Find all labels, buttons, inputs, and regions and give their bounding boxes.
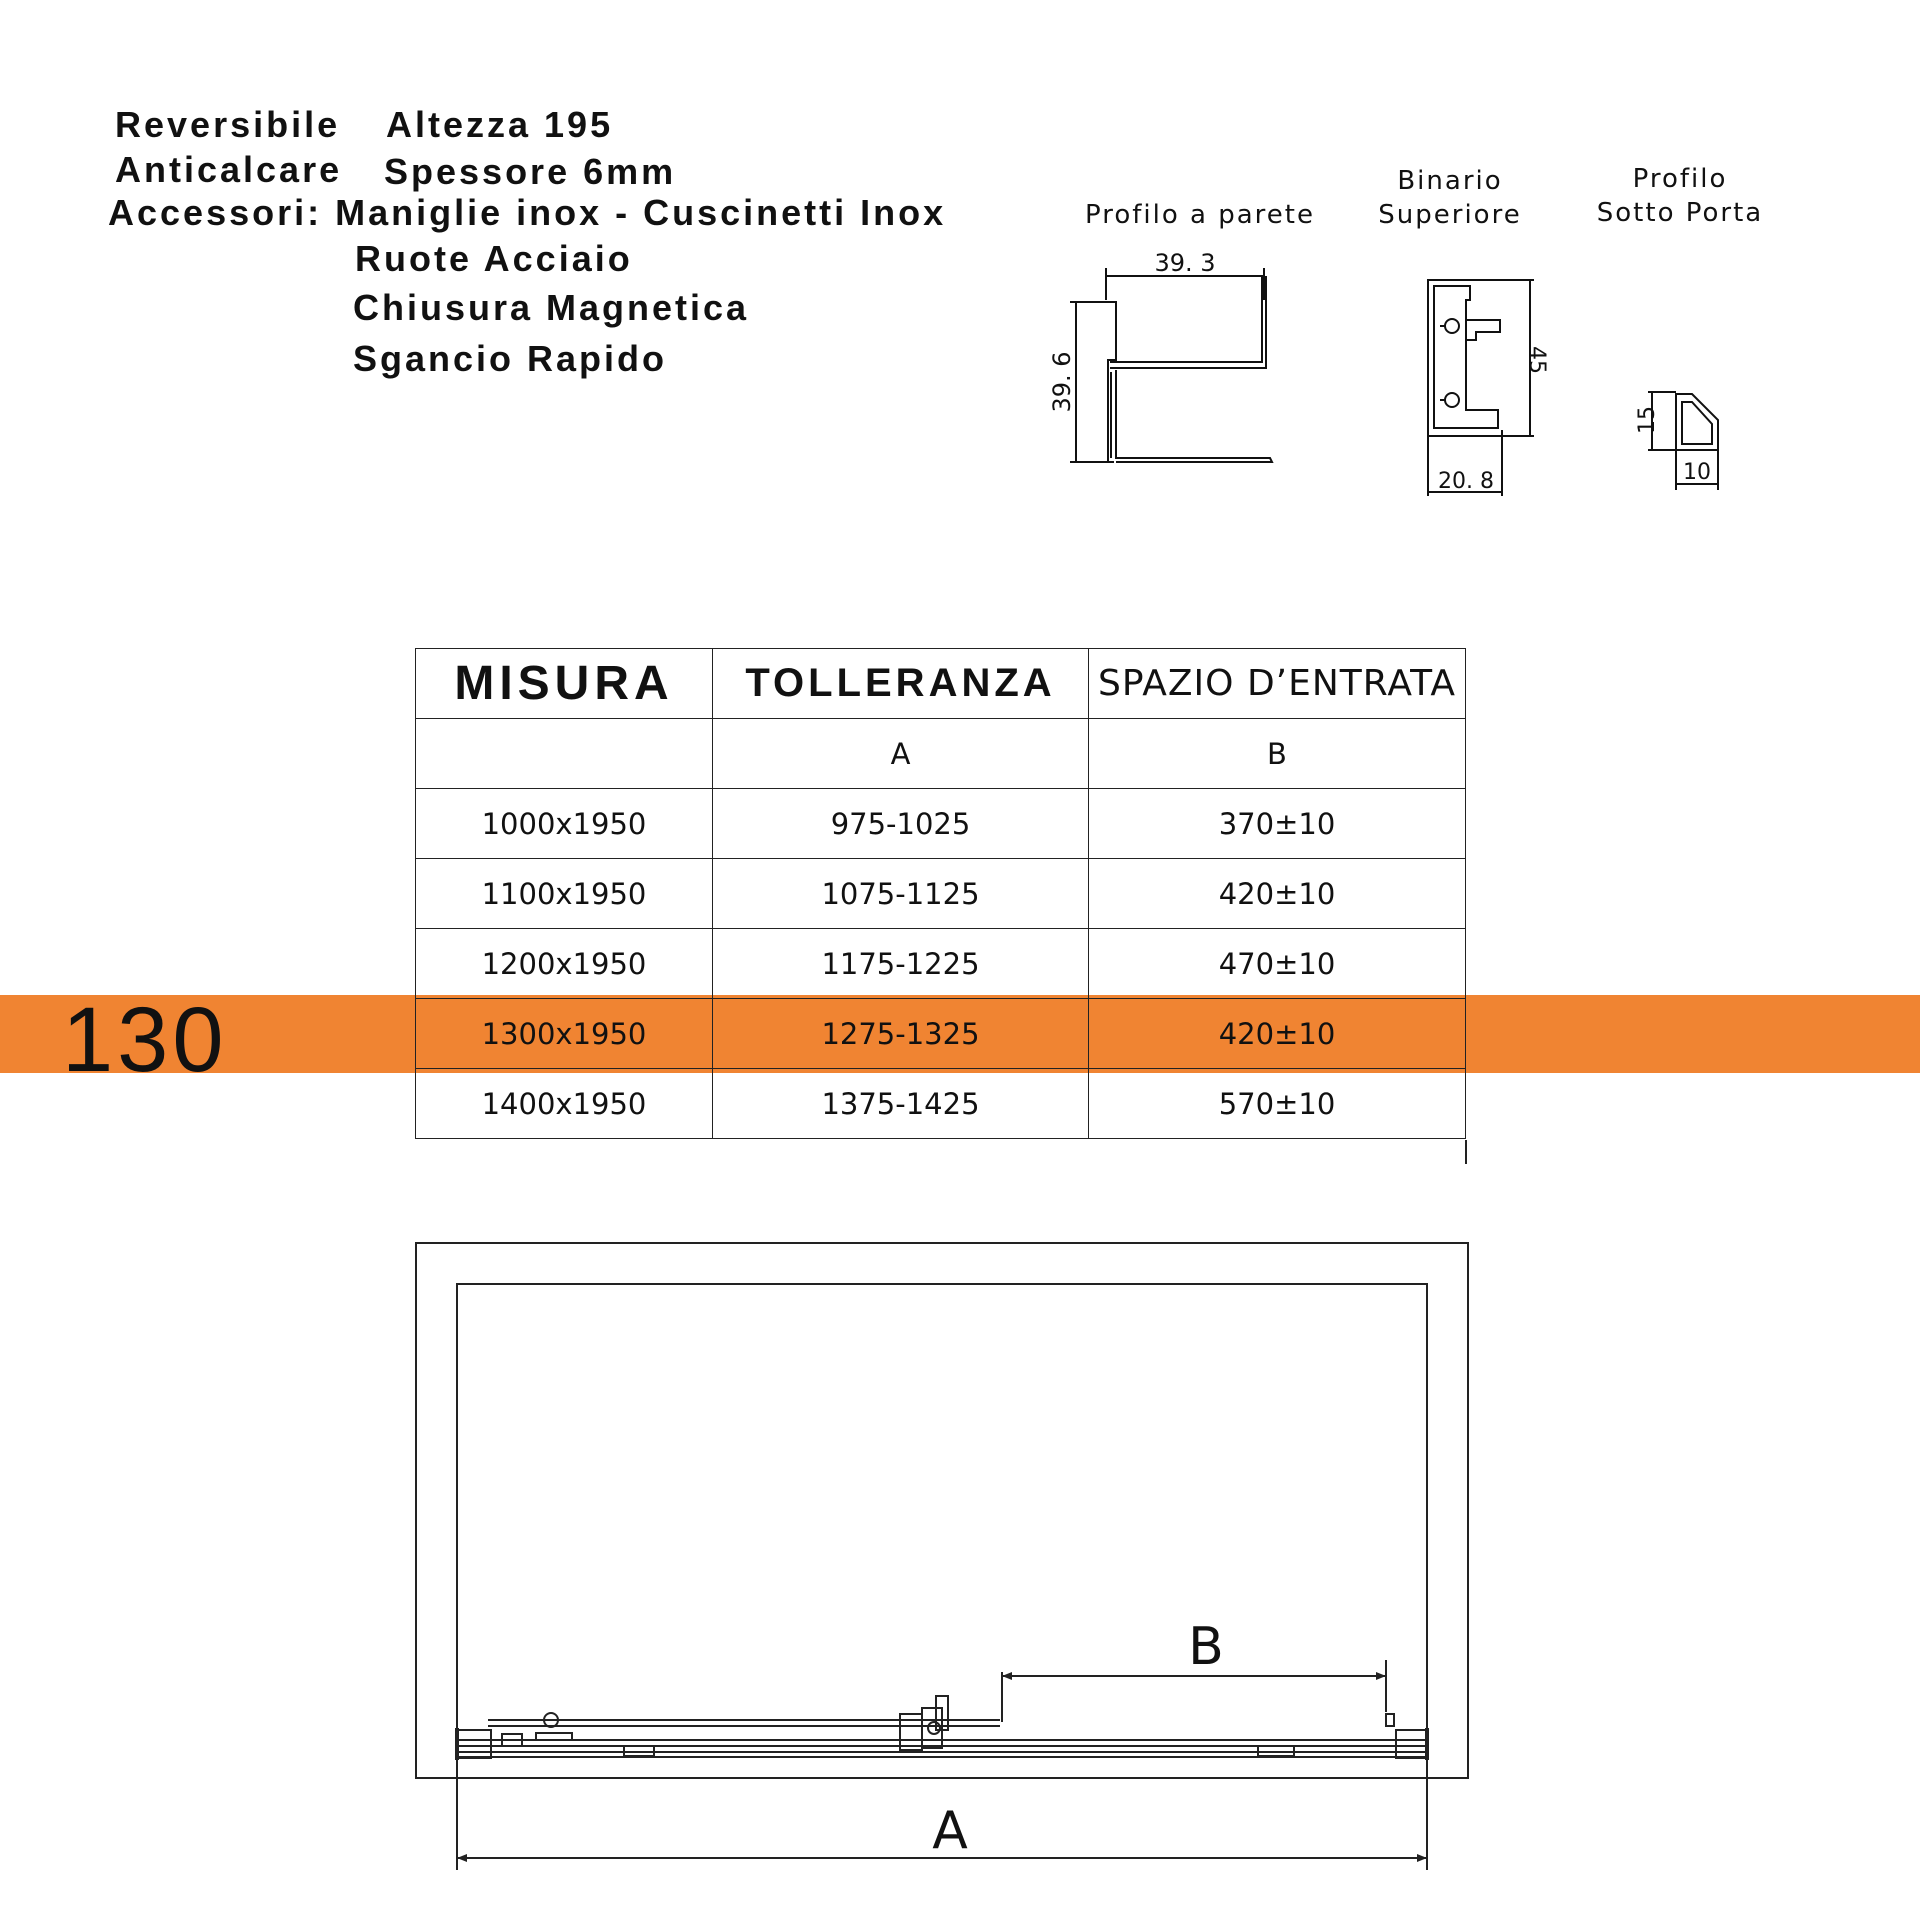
- plan-label-a: A: [932, 1801, 968, 1861]
- table-row: [416, 1069, 1466, 1139]
- profile-parete-label: Profilo a parete: [1085, 200, 1315, 230]
- feature-ruote: Ruote Acciaio: [355, 238, 633, 279]
- table-row: [416, 859, 1466, 929]
- feature-anticalcare: Anticalcare: [115, 149, 343, 190]
- feature-sgancio: Sgancio Rapido: [353, 338, 668, 379]
- profile-sotto-line2: Sotto Porta: [1596, 198, 1764, 228]
- table-cell: 1175-1225: [713, 929, 1089, 999]
- table-cell: 370±10: [1089, 789, 1466, 859]
- table-cell: 1100x1950: [416, 859, 713, 929]
- profile-sotto-line1: Profilo: [1632, 164, 1728, 194]
- profile-binario-line2: Superiore: [1378, 200, 1522, 230]
- size-table: [415, 648, 1466, 1139]
- plan-inner-frame: [457, 1284, 1427, 1757]
- profile-drawings: [0, 0, 1920, 520]
- table-cell: 420±10: [1089, 859, 1466, 929]
- binario-width-dim: 20. 8: [1438, 469, 1494, 494]
- table-cell: 1075-1125: [713, 859, 1089, 929]
- table-row-highlighted: [416, 999, 1466, 1069]
- table-row: [416, 789, 1466, 859]
- table-cell: 470±10: [1089, 929, 1466, 999]
- feature-reversibile: Reversibile: [115, 104, 341, 145]
- feature-chiusura: Chiusura Magnetica: [353, 287, 750, 328]
- parete-width-dim: 39. 3: [1154, 249, 1216, 277]
- binario-height-dim: 45: [1524, 346, 1549, 374]
- table-cell: 1200x1950: [416, 929, 713, 999]
- feature-spessore: Spessore 6mm: [384, 151, 677, 192]
- plan-outer-frame: [416, 1243, 1468, 1778]
- plan-label-b: B: [1188, 1617, 1224, 1677]
- table-cell: 570±10: [1089, 1069, 1466, 1139]
- table-cell: 975-1025: [713, 789, 1089, 859]
- feature-accessori: Accessori: Maniglie inox - Cuscinetti Inox: [108, 192, 947, 233]
- subheader-cell: [416, 719, 713, 789]
- table-cell: 1275-1325: [713, 999, 1089, 1069]
- sotto-height-dim: 15: [1635, 406, 1660, 434]
- table-cell: 1000x1950: [416, 789, 713, 859]
- header-spazio: SPAZIO D’ENTRATA: [1089, 649, 1466, 719]
- sotto-width-dim: 10: [1683, 460, 1711, 485]
- subheader-cell: A: [713, 719, 1089, 789]
- parete-height-dim: 39. 6: [1048, 351, 1076, 413]
- header-tolleranza: TOLLERANZA: [713, 649, 1089, 719]
- table-cell: 1400x1950: [416, 1069, 713, 1139]
- table-cell: 420±10: [1089, 999, 1466, 1069]
- profilo-parete-drawing: [1070, 268, 1272, 462]
- table-cell: 1300x1950: [416, 999, 713, 1069]
- header-misura: MISURA: [416, 649, 713, 719]
- profile-binario-line1: Binario: [1397, 166, 1503, 196]
- plan-view: [0, 1200, 1920, 1920]
- table-cell: 1375-1425: [713, 1069, 1089, 1139]
- binario-superiore-drawing: [1428, 280, 1534, 496]
- table-row: [416, 929, 1466, 999]
- table-subheader-row: [416, 719, 1466, 789]
- feature-altezza: Altezza 195: [386, 104, 614, 145]
- highlight-size-label: 130: [62, 989, 228, 1091]
- subheader-cell: B: [1089, 719, 1466, 789]
- table-header-row: [416, 649, 1466, 719]
- table-tail-line: [1465, 1140, 1467, 1164]
